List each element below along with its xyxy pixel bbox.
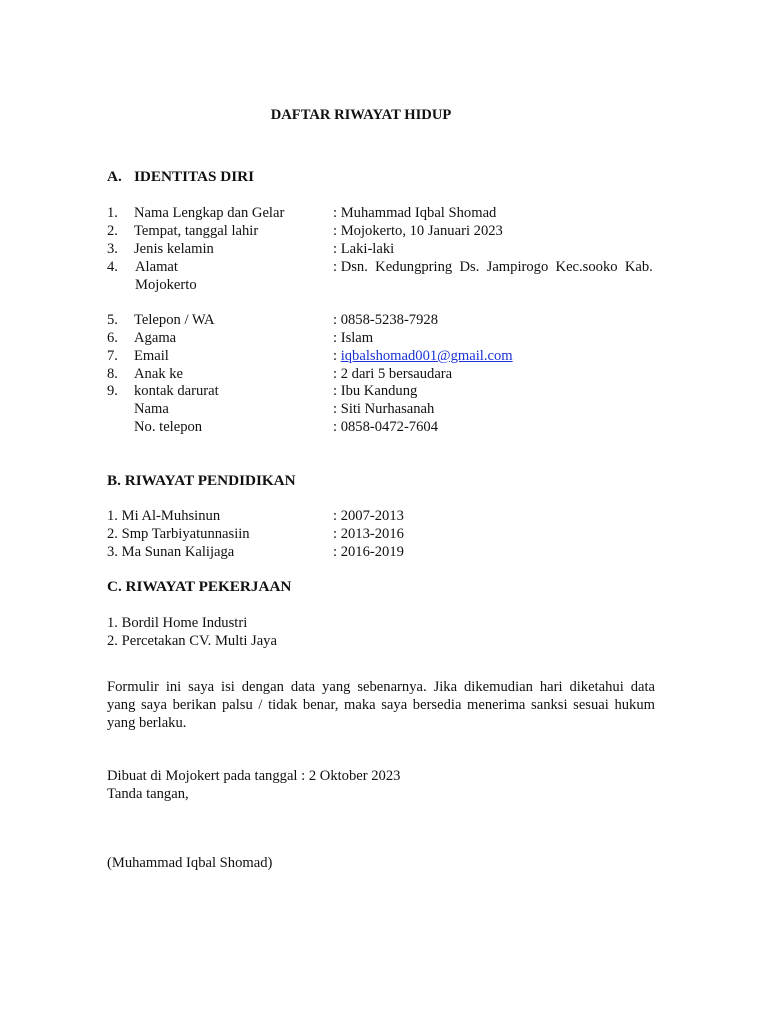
document-title: DAFTAR RIWAYAT HIDUP xyxy=(270,107,452,123)
field-label-birth: Tempat, tanggal lahir xyxy=(134,223,259,239)
education-years: : 2013-2016 xyxy=(333,526,404,542)
signatory-name: (Muhammad Iqbal Shomad) xyxy=(107,855,273,871)
field-label-phone: Telepon / WA xyxy=(134,312,215,328)
row-number: 1. xyxy=(107,205,118,221)
education-item: 3. Ma Sunan Kalijaga xyxy=(107,544,235,560)
field-label-contact-phone: No. telepon xyxy=(134,419,203,435)
education-item: 1. Mi Al-Muhsinun xyxy=(107,508,221,524)
row-number: 2. xyxy=(107,223,118,239)
field-value-email xyxy=(333,347,513,365)
field-label-child-order: Anak ke xyxy=(134,366,184,382)
row-number: 9. xyxy=(107,383,118,399)
work-item: 1. Bordil Home Industri xyxy=(107,615,248,631)
field-value-gender: : Laki-laki xyxy=(333,241,395,257)
education-years: : 2007-2013 xyxy=(333,508,404,524)
field-value-address-cont: Mojokerto xyxy=(135,277,197,293)
field-label-religion: Agama xyxy=(134,330,177,346)
field-label-email: Email xyxy=(134,348,169,364)
statement-line: yang saya berikan palsu / tidak benar, maka saya bersedia menerima sanksi sesuai hukum xyxy=(107,697,655,713)
signature-label: Tanda tangan, xyxy=(107,786,189,802)
field-value-emergency-contact: : Ibu Kandung xyxy=(333,383,418,399)
field-label-contact-name: Nama xyxy=(134,401,169,417)
email-prefix: : xyxy=(333,348,341,364)
field-value-birth: : Mojokerto, 10 Januari 2023 xyxy=(333,223,503,239)
field-label-address: Alamat xyxy=(135,259,178,275)
field-label-emergency-contact: kontak darurat xyxy=(134,383,219,399)
section-a-heading: IDENTITAS DIRI xyxy=(134,168,254,185)
field-value-contact-phone: : 0858-0472-7604 xyxy=(333,419,438,435)
row-number: 7. xyxy=(107,348,118,364)
education-item: 2. Smp Tarbiyatunnasiin xyxy=(107,526,250,542)
education-years: : 2016-2019 xyxy=(333,544,404,560)
field-value-child-order: : 2 dari 5 bersaudara xyxy=(333,366,453,382)
field-value-phone: : 0858-5238-7928 xyxy=(333,312,438,328)
field-value-contact-name: : Siti Nurhasanah xyxy=(333,401,435,417)
field-value-address: : Dsn. Kedungpring Ds. Jampirogo Kec.sooko Kab. xyxy=(333,259,653,275)
field-label-gender: Jenis kelamin xyxy=(134,241,214,257)
row-number: 5. xyxy=(107,312,118,328)
row-number: 3. xyxy=(107,241,118,257)
field-value-full-name: : Muhammad Iqbal Shomad xyxy=(333,205,497,221)
email-link[interactable]: iqbalshomad001@gmail.com xyxy=(340,348,513,364)
row-number: 8. xyxy=(107,366,118,382)
section-c-heading: C. RIWAYAT PEKERJAAN xyxy=(107,578,292,595)
statement-line: yang berlaku. xyxy=(107,715,187,731)
field-value-religion: : Islam xyxy=(333,330,374,346)
place-date: Dibuat di Mojokert pada tanggal : 2 Oktober 2023 xyxy=(107,768,401,784)
statement-line: Formulir ini saya isi dengan data yang sebenarnya. Jika dikemudian hari diketahui data xyxy=(107,679,655,695)
row-number: 4. xyxy=(107,259,118,275)
section-b-heading: B. RIWAYAT PENDIDIKAN xyxy=(107,472,296,489)
field-label-full-name: Nama Lengkap dan Gelar xyxy=(134,205,285,221)
row-number: 6. xyxy=(107,330,118,346)
work-item: 2. Percetakan CV. Multi Jaya xyxy=(107,633,277,649)
section-a-letter: A. xyxy=(107,168,122,185)
